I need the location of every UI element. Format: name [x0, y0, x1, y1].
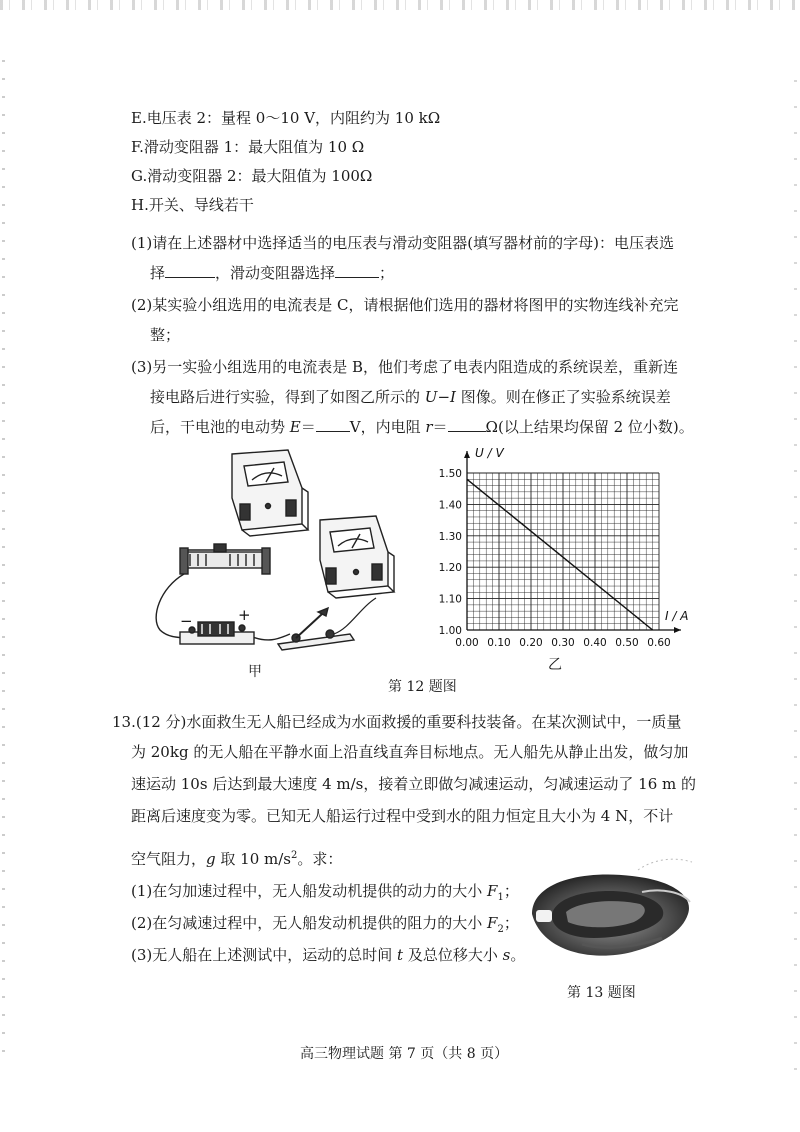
minus-sign: −	[437, 388, 451, 406]
q12-part1-text-c: ；	[379, 264, 395, 282]
answer-blank-emf[interactable]	[316, 417, 350, 432]
battery-minus-label: −	[180, 612, 193, 630]
x-tick-label: 0.60	[647, 637, 671, 649]
connecting-wire-3	[334, 598, 376, 634]
q12-part1-text-a: 择	[150, 264, 166, 282]
y-tick-label: 1.20	[438, 562, 462, 575]
x-tick-label: 0.10	[487, 637, 511, 649]
sub-1: 1	[497, 892, 504, 903]
page-footer: 高三物理试题 第 7 页（共 8 页）	[300, 1046, 509, 1062]
q13-sub2	[131, 913, 519, 940]
eq-sign-1: ＝	[300, 418, 316, 436]
x-tick-label: 0.30	[551, 637, 575, 649]
q13-sub3-mid: 及总位移大小	[403, 946, 503, 964]
figure-13-caption: 第 13 题图	[567, 985, 636, 1001]
y-tick-label: 1.50	[438, 468, 462, 480]
option-f: F.滑动变阻器 1：最大阻值为 10 Ω	[131, 138, 365, 156]
rescue-boat-photo	[522, 852, 697, 972]
q13-sub3-text: (3)无人船在上述测试中，运动的总时间	[131, 946, 398, 964]
x-tick-label: 0.00	[455, 637, 479, 649]
q12-part3-text-c: 图像。则在修正了实验系统误差	[455, 388, 671, 406]
y-tick-label: 1.10	[438, 593, 462, 606]
ammeter-drawing	[232, 450, 308, 536]
q13-line5-b: 取 10 m/s	[215, 850, 291, 868]
y-tick-label: 1.00	[438, 625, 462, 637]
q13-sub3	[131, 945, 525, 965]
eq-sign-2: ＝	[432, 418, 448, 436]
voltmeter-drawing	[320, 516, 394, 598]
x-axis-arrow	[674, 627, 681, 633]
q12-part3-text-f: Ω(以上结果均保留 2 位小数)。	[485, 418, 694, 436]
connecting-wire-2	[250, 634, 290, 640]
y-axis-arrow	[464, 451, 470, 458]
answer-blank-resistance[interactable]	[448, 417, 486, 432]
q12-part3-text-d: 后，干电池的电动势	[150, 418, 290, 436]
q12-part2-line2: 整；	[150, 326, 181, 344]
option-e: E.电压表 2：量程 0～10 V，内阻约为 10 kΩ	[131, 109, 441, 127]
var-u: U	[424, 388, 438, 406]
ui-graph	[425, 444, 710, 674]
var-g: g	[206, 850, 216, 868]
q12-part3-line1: (3)另一实验小组选用的电流表是 B，他们考虑了电表内阻造成的系统误差，重新连	[131, 358, 679, 376]
q12-part1-text-b: ，滑动变阻器选择	[215, 264, 336, 282]
x-axis-label: I / A	[665, 609, 689, 623]
q13-line5-a: 空气阻力，	[131, 850, 207, 868]
q13-sub3-end: 。	[510, 946, 526, 964]
q13-sub1-end: ；	[503, 882, 519, 900]
y-tick-label: 1.40	[438, 499, 462, 512]
x-tick-label: 0.20	[519, 637, 543, 649]
var-f2: F	[487, 914, 498, 932]
exponent-2: 2	[291, 850, 298, 861]
q12-part3-line2	[150, 387, 671, 407]
q12-part3-text-a: 接电路后进行实验，得到了如图乙所示的	[150, 388, 425, 406]
q12-part3-line3	[150, 417, 694, 437]
var-s: s	[502, 946, 511, 964]
q12-part1-line2	[150, 263, 394, 283]
battery-plus-label: +	[238, 606, 251, 624]
answer-blank-rheostat[interactable]	[335, 263, 379, 278]
x-tick-label: 0.40	[583, 637, 607, 649]
scan-edge-left	[2, 60, 5, 1060]
q12-part1-line1: (1)请在上述器材中选择适当的电压表与滑动变阻器(填写器材前的字母)：电压表选	[131, 234, 674, 252]
figure-yi-caption: 乙	[548, 657, 562, 673]
scan-edge-right	[794, 80, 797, 1080]
sub-2: 2	[497, 924, 504, 935]
var-e: E	[289, 418, 301, 436]
var-r: r	[425, 418, 433, 436]
answer-blank-voltmeter[interactable]	[165, 263, 215, 278]
q13-sub2-text: (2)在匀减速过程中，无人船发动机提供的阻力的大小	[131, 914, 488, 932]
q13-line4: 距离后速度变为零。已知无人船运行过程中受到水的阻力恒定且大小为 4 N，不计	[131, 807, 674, 825]
q13-sub1-text: (1)在匀加速过程中，无人船发动机提供的动力的大小	[131, 882, 488, 900]
q13-line3: 速运动 10s 后达到最大速度 4 m/s，接着立即做匀减速运动，匀减速运动了 16 m 的	[131, 775, 696, 793]
q13-line1: 13.(12 分)水面救生无人船已经成为水面救援的重要科技装备。在某次测试中，一质量	[112, 713, 682, 731]
q13-sub1	[131, 881, 519, 908]
scan-edge-top	[0, 0, 800, 10]
option-h: H.开关、导线若干	[131, 196, 254, 214]
q12-part3-text-e: V，内电阻	[349, 418, 426, 436]
figure-12-caption: 第 12 题图	[388, 679, 457, 695]
y-axis-label: U / V	[475, 446, 504, 460]
figure-jia-caption: 甲	[248, 664, 262, 680]
var-i: I	[450, 388, 456, 406]
q13-line5	[131, 846, 342, 869]
q13-line2: 为 20kg 的无人船在平静水面上沿直线直奔目标地点。无人船先从静止出发，做匀加	[131, 743, 689, 761]
y-tick-label: 1.30	[438, 530, 462, 543]
x-tick-label: 0.50	[615, 637, 639, 649]
option-g: G.滑动变阻器 2：最大阻值为 100Ω	[131, 167, 373, 185]
q13-line5-c: 。求：	[297, 850, 343, 868]
var-f1: F	[487, 882, 498, 900]
apparatus-figure	[150, 448, 400, 658]
q12-part2-line1: (2)某实验小组选用的电流表是 C，请根据他们选用的器材将图甲的实物连线补充完	[131, 296, 679, 314]
rheostat-drawing	[180, 544, 270, 574]
q13-sub2-end: ；	[503, 914, 519, 932]
var-t: t	[397, 946, 404, 964]
